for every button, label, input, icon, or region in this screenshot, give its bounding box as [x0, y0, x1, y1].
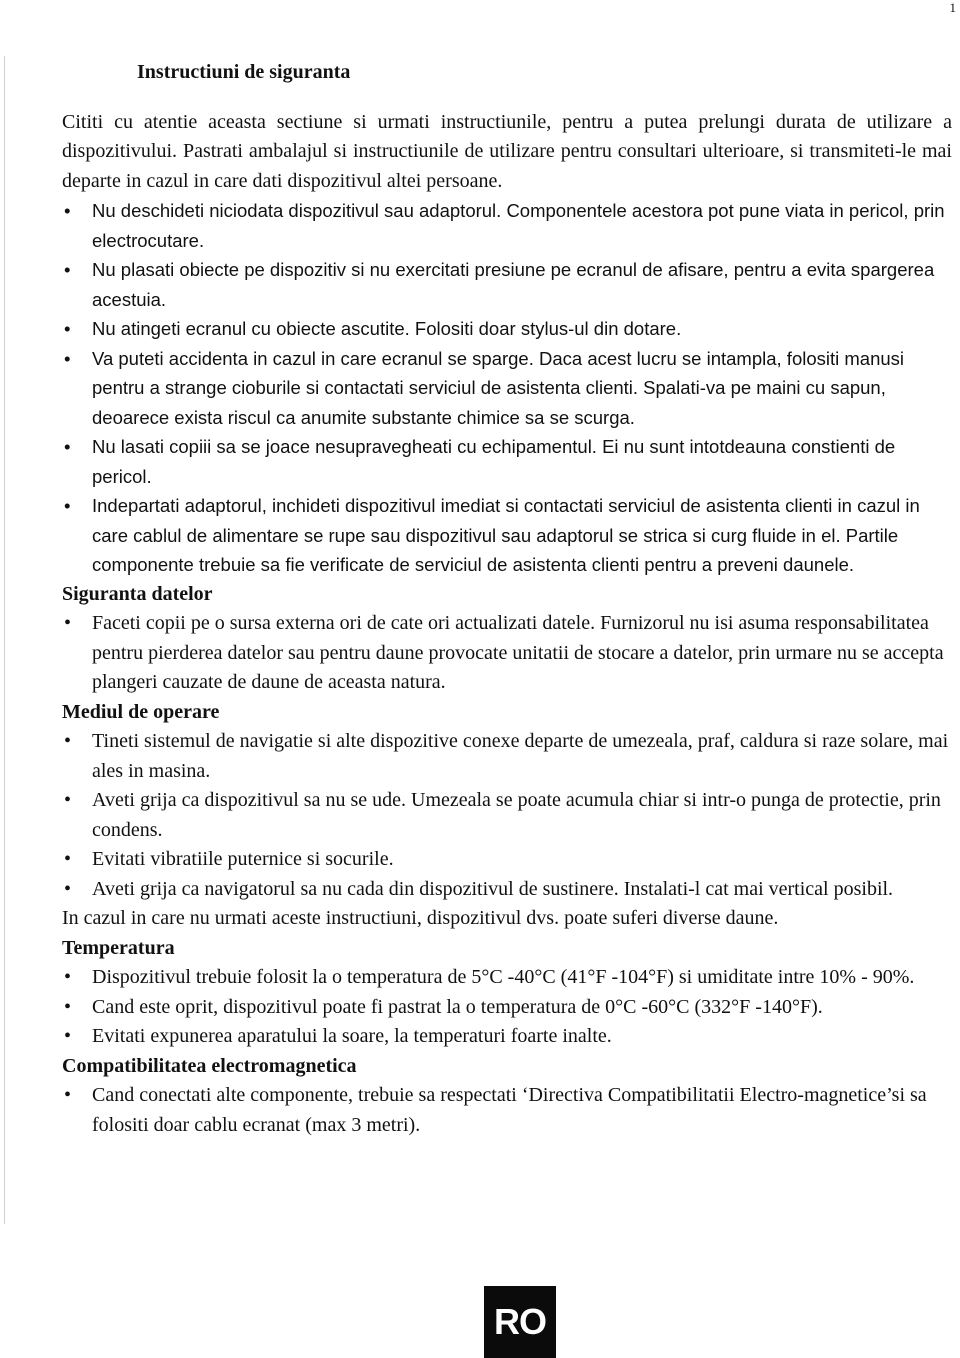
bullet-icon: •	[64, 347, 71, 369]
section-heading-temperature: Temperatura	[62, 936, 175, 959]
section-heading-emc: Compatibilitatea electromagnetica	[62, 1054, 357, 1077]
bullet-icon: •	[64, 995, 72, 1018]
bullet-icon: •	[64, 612, 72, 634]
intro-paragraph: Cititi cu atentie aceasta sectiune si urmati instructiunile, pentru a putea prelungi durata de utilizare a dispozitivului. Pastrati ambalajul si instructiunile de utilizare pentru consultari ulterioare, si transmiteti-le mai departe in cazul in care dati dispozitivul altei persoane.	[62, 110, 952, 192]
bullet-icon: •	[64, 730, 72, 752]
bullet-icon: •	[64, 318, 71, 339]
environment-note: In cazul in care nu urmati aceste instructiuni, dispozitivul dvs. poate suferi diverse daune.	[62, 907, 779, 929]
emc-list	[62, 1081, 952, 1140]
list-item: • Nu deschideti niciodata dispozitivul sau adaptorul. Componentele acestora pot pune viata in pericol, prin electrocutare.	[62, 196, 952, 255]
bullet-icon: •	[64, 1084, 72, 1106]
temperature-list	[62, 963, 952, 1052]
language-badge: RO	[484, 1286, 556, 1358]
bullet-icon: •	[64, 848, 72, 870]
list-item: • Nu plasati obiecte pe dispozitiv si nu exercitati presiune pe ecranul de afisare, pentru a evita spargerea acestuia.	[62, 255, 952, 314]
list-item: • Evitati expunerea aparatului la soare, la temperaturi foarte inalte.	[62, 1022, 952, 1052]
bullet-icon: •	[64, 259, 71, 280]
list-item: • Nu atingeti ecranul cu obiecte ascutite. Folositi doar stylus-ul din dotare.	[62, 314, 952, 344]
left-margin-rule	[4, 56, 5, 1224]
page-title: Instructiuni de siguranta	[137, 61, 351, 83]
list-item: • Dispozitivul trebuie folosit la o temperatura de 5°C -40°C (41°F -104°F) si umiditate intre 10% - 90%.	[62, 963, 952, 993]
list-item: • Aveti grija ca navigatorul sa nu cada din dispozitivul de sustinere. Instalati-l cat mai vertical posibil.	[62, 875, 952, 905]
safety-list	[62, 196, 952, 580]
bullet-icon: •	[64, 495, 71, 516]
list-item: • Cand este oprit, dispozitivul poate fi pastrat la o temperatura de 0°C -60°C (332°F -140°F).	[62, 993, 952, 1023]
environment-list	[62, 727, 952, 904]
list-item: • Nu lasati copiii sa se joace nesupravegheati cu echipamentul. Ei nu sunt intotdeauna constienti de pericol.	[62, 432, 952, 491]
document-content	[62, 58, 952, 1140]
section-heading-data-safety: Siguranta datelor	[62, 582, 213, 605]
list-item: • Evitati vibratiile puternice si socurile.	[62, 845, 952, 875]
bullet-icon: •	[64, 436, 71, 457]
list-item: • Aveti grija ca dispozitivul sa nu se ude. Umezeala se poate acumula chiar si intr-o punga de protectie, prin condens.	[62, 786, 952, 845]
list-item: • Indepartati adaptorul, inchideti dispozitivul imediat si contactati serviciul de asistenta clienti in cazul in care cablul de alimentare se rupe sau dispozitivul sau adaptorul se strica si curg fluide in el. Partile componente trebuie sa fie verificate de serviciul de asistenta clienti pentru a preveni daunele.	[62, 491, 952, 580]
bullet-icon: •	[64, 877, 72, 900]
list-item: • Cand conectati alte componente, trebuie sa respectati ‘Directiva Compatibilitatii Electro-magnetice’si sa folositi doar cablu ecranat (max 3 metri).	[62, 1081, 952, 1140]
list-item: • Faceti copii pe o sursa externa ori de cate ori actualizati datele. Furnizorul nu isi asuma responsabilitatea pentru pierderea datelor sau pentru daune provocate unitatii de stocare a datelor, prin urmare nu se accepta plangeri cauzate de daune de aceasta natura.	[62, 609, 952, 698]
list-item: • Tineti sistemul de navigatie si alte dispozitive conexe departe de umezeala, praf, caldura si raze solare, mai ales in masina.	[62, 727, 952, 786]
bullet-icon: •	[64, 1025, 72, 1047]
data-safety-list	[62, 609, 952, 698]
bullet-icon: •	[64, 200, 71, 221]
page-number: 1	[949, 0, 956, 15]
list-item: • Va puteti accidenta in cazul in care ecranul se sparge. Daca acest lucru se intampla, folositi manusi pentru a strange cioburile si contactati serviciul de asistenta clienti. Spalati-va pe maini cu sapun, deoarece exista riscul ca anumite substante chimice sa se scurga.	[62, 344, 952, 433]
bullet-icon: •	[64, 789, 72, 811]
bullet-icon: •	[64, 966, 72, 988]
section-heading-environment: Mediul de operare	[62, 700, 220, 723]
